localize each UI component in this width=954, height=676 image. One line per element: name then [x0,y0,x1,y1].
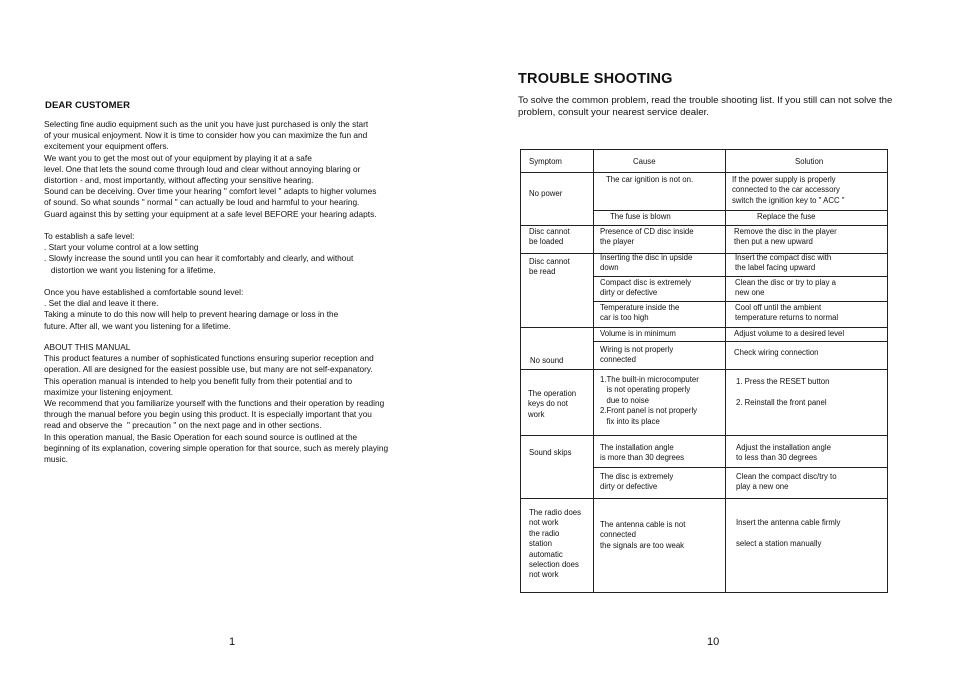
cause-cell: Temperature inside the car is too high [600,303,680,323]
cause-cell: Wiring is not properly connected [600,345,674,365]
about-manual-paragraph: ABOUT THIS MANUAL This product features a number of sophisticated functions ensuring superior reception and operation. All are designed for the easiest possible use, but many are not self-expanatory. This operation manual is intended to help you benefit fully from their potential and to maximize your listening enjoyment. We recommend that you familiarize yourself with the functions and their operation by reading through the manual before you begin using this product. It is especially important that you read and observe the " precaution " on the next page and in other sections. In this operation manual, the Basic Operation for each sound source is outlined at the beginning of its explanation, covering simple operation for that source, such as merely playing music. [44,342,389,465]
row-divider [521,225,887,226]
header-symptom: Symptom [529,157,562,166]
comfortable-level-paragraph: Once you have established a comfortable sound level: . Set the dial and leave it there. Taking a minute to do this now will help to prevent hearing damage or loss in the future. After all, we want you listening for a lifetime. [44,287,339,331]
safe-level-paragraph: To establish a safe level: . Start your volume control at a low setting . Slowly increase the sound until you can hear it comfortably and clearly, and without distortion we want you listening for a lifetime. [44,231,354,275]
intro-paragraph: Selecting fine audio equipment such as the unit you have just purchased is only the start of your musical enjoyment. Now it is time to consider how you can maximize the fun and excitement your equipment offers. We want you to get the most out of your equipment by playing it at a safe level. One that lets the sound come through loud and clear without annoying blaring or distortion - and, most importantly, without affecting your sensitive hearing. Sound can be deceiving. Over time your hearing " comfort level " adapts to higher volumes of sound. So what sounds " normal " can actually be loud and harmful to your hearing. Guard against this by setting your equipment at a safe level BEFORE your hearing adapts. [44,119,377,219]
page-number-left: 1 [229,636,236,648]
row-divider [521,435,887,436]
dear-customer-title: DEAR CUSTOMER [45,100,131,111]
column-divider [593,150,594,592]
symptom-no-sound: No sound [530,356,564,365]
cause-cell: Inserting the disc in upside down [600,253,693,273]
column-divider [725,150,726,592]
symptom-disc-not-read: Disc cannot be read [529,257,570,277]
right-page [477,0,954,676]
header-divider [521,172,887,173]
solution-cell: Check wiring connection [734,348,819,357]
cause-cell: The fuse is blown [610,212,671,221]
solution-cell: If the power supply is properly connected to the car accessory switch the ignition key to " ACC " [732,175,845,205]
solution-cell: Adjust volume to a desired level [734,329,845,338]
solution-cell: Replace the fuse [757,212,816,221]
header-cause: Cause [633,157,656,166]
header-solution: Solution [795,157,824,166]
row-divider [521,498,887,499]
cause-cell: Presence of CD disc inside the player [600,227,694,247]
solution-cell: Clean the compact disc/try to play a new one [736,472,837,492]
page-number-right: 10 [707,636,720,648]
cause-cell: Compact disc is extremely dirty or defective [600,278,691,298]
solution-cell: Clean the disc or try to play a new one [735,278,836,298]
row-divider [593,210,887,211]
symptom-operation-keys: The operation keys do not work [528,389,577,419]
solution-cell: Insert the compact disc with the label facing upward [735,253,832,273]
solution-cell: Insert the antenna cable firmly select a station manually [736,518,841,548]
row-divider [521,327,887,328]
solution-cell: Adjust the installation angle to less than 30 degrees [736,443,831,463]
row-divider [593,301,887,302]
cause-cell: The installation angle is more than 30 degrees [600,443,685,463]
row-divider [593,276,887,277]
cause-cell: 1.The built-in microcomputer is not operating properly due to noise 2.Front panel is not properly fix into its place [600,375,699,426]
symptom-sound-skips: Sound skips [529,448,572,457]
symptom-disc-not-loaded: Disc cannot be loaded [529,227,570,247]
solution-cell: Cool off until the ambient temperature returns to normal [735,303,839,323]
cause-cell: The antenna cable is not connected the signals are too weak [600,520,686,550]
row-divider [521,253,887,254]
cause-cell: The car ignition is not on. [606,175,694,184]
symptom-radio: The radio does not work the radio station automatic selection does not work [529,508,582,580]
row-divider [593,341,887,342]
cause-cell: Volume is in minimum [600,329,676,338]
trouble-shooting-title: TROUBLE SHOOTING [518,71,673,87]
solution-cell: Remove the disc in the player then put a new upward [734,227,837,247]
row-divider [593,467,887,468]
trouble-shooting-intro: To solve the common problem, read the trouble shooting list. If you still can not solve the problem, consult your nearest service dealer. [518,95,893,119]
symptom-no-power: No power [529,189,563,198]
solution-cell: 1. Press the RESET button 2. Reinstall the front panel [736,377,830,407]
cause-cell: The disc is extremely dirty or defective [600,472,674,492]
row-divider [521,369,887,370]
trouble-shooting-table [520,149,888,593]
